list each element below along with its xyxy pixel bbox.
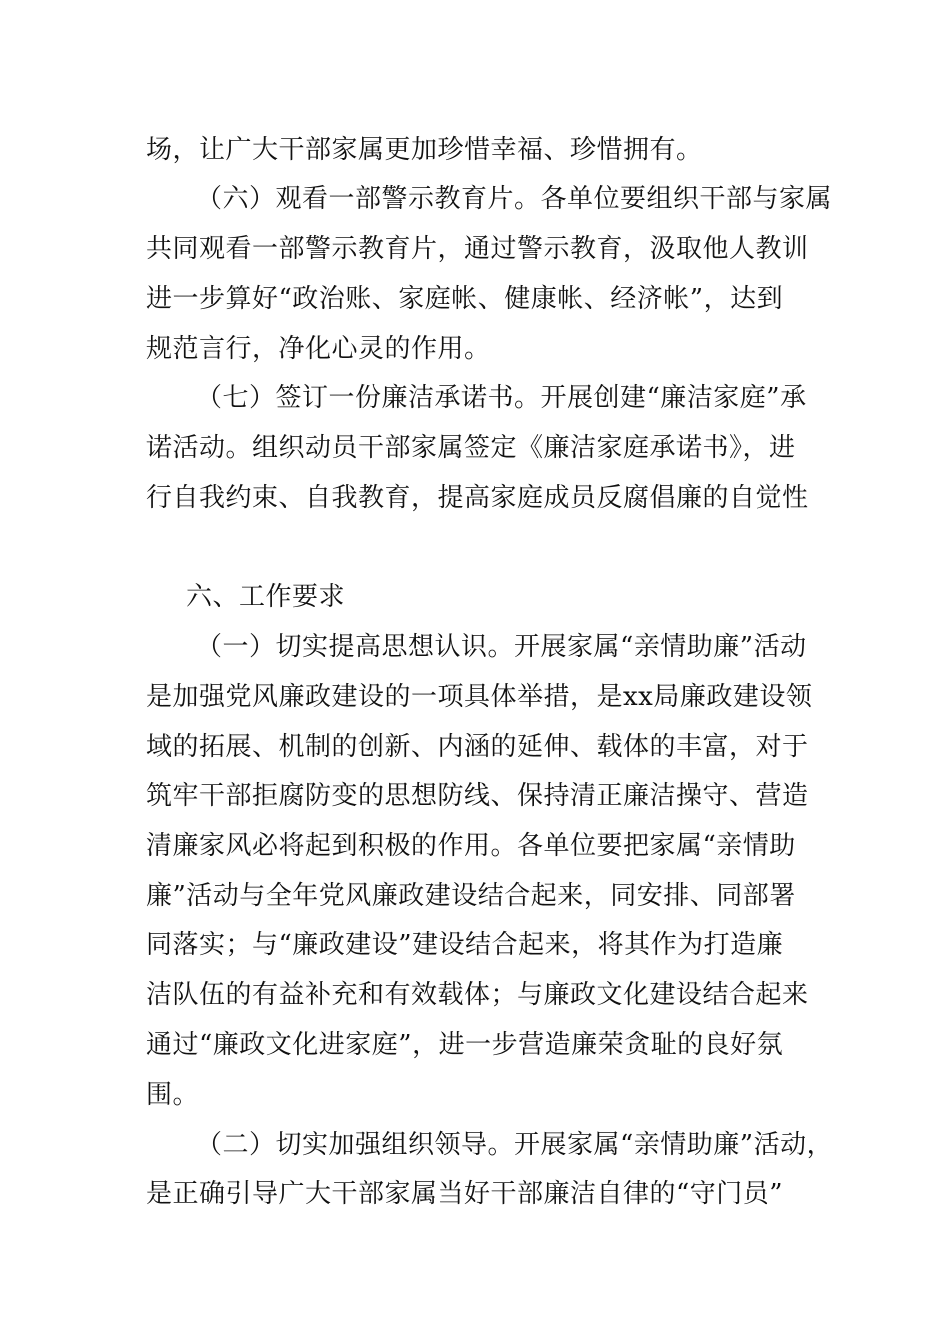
paragraph-line: 围。 bbox=[146, 1080, 200, 1110]
paragraph-line: 廉”活动与全年党风廉政建设结合起来，同安排、同部署 bbox=[146, 881, 796, 911]
paragraph-line: 场，让广大干部家属更加珍惜幸福、珍惜拥有。 bbox=[146, 135, 703, 165]
paragraph-line: （一）切实提高思想认识。开展家属“亲情助廉”活动 bbox=[196, 632, 807, 662]
paragraph-line: 进一步算好“政治账、家庭帐、健康帐、经济帐”，达到 bbox=[146, 284, 784, 314]
paragraph-line: 是加强党风廉政建设的一项具体举措，是xx局廉政建设领 bbox=[146, 682, 813, 712]
paragraph-line: 同落实；与“廉政建设”建设结合起来，将其作为打造廉 bbox=[146, 930, 784, 960]
paragraph-line: 筑牢干部拒腐防变的思想防线、保持清正廉洁操守、营造 bbox=[146, 781, 809, 811]
paragraph-line: 域的拓展、机制的创新、内涵的延伸、载体的丰富，对于 bbox=[146, 732, 809, 762]
paragraph-line: 是正确引导广大干部家属当好干部廉洁自律的“守门员” bbox=[146, 1179, 784, 1209]
paragraph-line: 通过“廉政文化进家庭”，进一步营造廉荣贪耻的良好氛 bbox=[146, 1030, 784, 1060]
paragraph-line: （二）切实加强组织领导。开展家属“亲情助廉”活动， bbox=[196, 1130, 834, 1160]
paragraph-line: 行自我约束、自我教育，提高家庭成员反腐倡廉的自觉性 bbox=[146, 483, 809, 513]
paragraph-line: （七）签订一份廉洁承诺书。开展创建“廉洁家庭”承 bbox=[196, 383, 807, 413]
paragraph-line: 诺活动。组织动员干部家属签定《廉洁家庭承诺书》，进 bbox=[146, 433, 796, 463]
paragraph-line: 规范言行，净化心灵的作用。 bbox=[146, 334, 491, 364]
paragraph-line: （六）观看一部警示教育片。各单位要组织干部与家属 bbox=[196, 184, 833, 214]
paragraph-line: 共同观看一部警示教育片，通过警示教育，汲取他人教训 bbox=[146, 234, 809, 264]
paragraph-line: 洁队伍的有益补充和有效载体；与廉政文化建设结合起来 bbox=[146, 980, 809, 1010]
section-heading: 六、工作要求 bbox=[186, 582, 346, 612]
paragraph-line: 清廉家风必将起到积极的作用。各单位要把家属“亲情助 bbox=[146, 831, 796, 861]
